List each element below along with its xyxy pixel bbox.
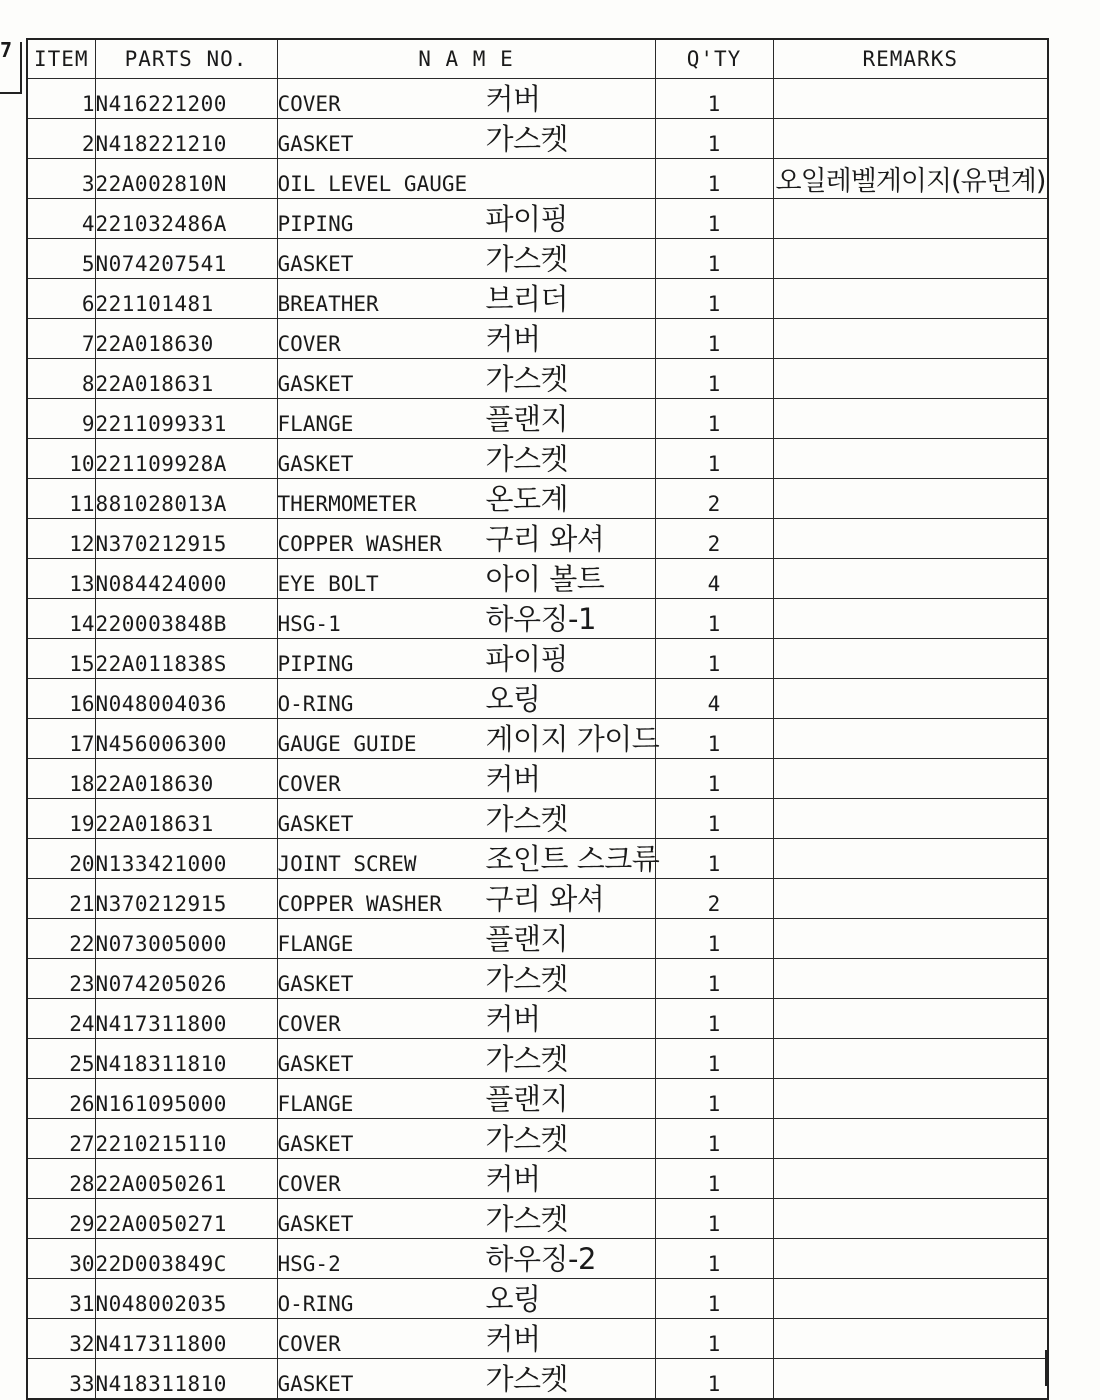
remark-text: 오일레벨게이지(유면계)	[775, 166, 1046, 197]
remarks-cell	[773, 839, 1048, 879]
part-name-english: FLANGE	[277, 932, 354, 956]
part-number: N456006300	[95, 719, 277, 759]
part-number: 221101481	[95, 279, 277, 319]
part-number: 881028013A	[95, 479, 277, 519]
remarks-cell	[773, 519, 1048, 559]
part-number: 2211099331	[95, 399, 277, 439]
part-name-english: GASKET	[277, 1372, 354, 1396]
quantity: 4	[655, 559, 773, 599]
table-row	[27, 1079, 1048, 1119]
part-name-cell	[277, 119, 655, 159]
table-row	[27, 599, 1048, 639]
item-number: 7	[27, 319, 95, 359]
part-name-korean: 가스켓	[485, 442, 569, 476]
quantity: 1	[655, 919, 773, 959]
part-name-cell	[277, 639, 655, 679]
part-name-cell	[277, 359, 655, 399]
part-name-english: COVER	[277, 1172, 341, 1196]
part-name-korean: 게이지 가이드	[485, 722, 660, 756]
part-name-english: COPPER WASHER	[277, 892, 442, 916]
parts-rows	[27, 79, 1048, 1400]
part-number: 221109928A	[95, 439, 277, 479]
remarks-cell	[773, 199, 1048, 239]
table-row	[27, 439, 1048, 479]
sheet-edge-number: 7	[0, 38, 13, 62]
item-number: 26	[27, 1079, 95, 1119]
header-row	[27, 39, 1048, 79]
quantity: 4	[655, 679, 773, 719]
part-name-korean: 가스켓	[485, 1122, 569, 1156]
part-number: N048002035	[95, 1279, 277, 1319]
part-name-korean: 플랜지	[485, 1082, 569, 1116]
part-name-english: GASKET	[277, 1132, 354, 1156]
table-row	[27, 199, 1048, 239]
part-name-cell	[277, 319, 655, 359]
quantity: 1	[655, 319, 773, 359]
quantity: 1	[655, 799, 773, 839]
part-name-cell	[277, 479, 655, 519]
part-name-korean: 가스켓	[485, 362, 569, 396]
quantity: 1	[655, 839, 773, 879]
item-number: 4	[27, 199, 95, 239]
remarks-cell	[773, 559, 1048, 599]
table-row	[27, 239, 1048, 279]
table-row	[27, 959, 1048, 999]
part-name-korean: 조인트 스크류	[485, 842, 660, 876]
remarks-cell	[773, 759, 1048, 799]
part-number: 22A018630	[95, 759, 277, 799]
table-row	[27, 1239, 1048, 1279]
table-row	[27, 319, 1048, 359]
part-name-cell	[277, 1159, 655, 1199]
table-row	[27, 1159, 1048, 1199]
header-name: N A M E	[277, 39, 655, 79]
remarks-cell	[773, 879, 1048, 919]
quantity: 1	[655, 199, 773, 239]
item-number: 10	[27, 439, 95, 479]
part-name-english: HSG-2	[277, 1252, 341, 1276]
part-number: N417311800	[95, 999, 277, 1039]
item-number: 16	[27, 679, 95, 719]
part-number: N074207541	[95, 239, 277, 279]
part-name-cell	[277, 1119, 655, 1159]
item-number: 8	[27, 359, 95, 399]
item-number: 32	[27, 1319, 95, 1359]
quantity: 1	[655, 759, 773, 799]
part-number: 22A0050261	[95, 1159, 277, 1199]
remarks-cell	[773, 319, 1048, 359]
quantity: 1	[655, 1199, 773, 1239]
quantity: 1	[655, 399, 773, 439]
part-number: N370212915	[95, 519, 277, 559]
part-name-english: THERMOMETER	[277, 492, 417, 516]
item-number: 13	[27, 559, 95, 599]
quantity: 1	[655, 79, 773, 119]
part-name-korean: 가스켓	[485, 1202, 569, 1236]
remarks-cell	[773, 719, 1048, 759]
part-name-cell	[277, 1359, 655, 1400]
part-name-cell	[277, 1319, 655, 1359]
part-name-cell	[277, 719, 660, 759]
remarks-cell	[773, 1079, 1048, 1119]
part-name-english: COVER	[277, 92, 341, 116]
part-number: N417311800	[95, 1319, 277, 1359]
part-number: 22A002810N	[95, 159, 277, 199]
quantity: 1	[655, 119, 773, 159]
item-number: 19	[27, 799, 95, 839]
remarks-cell	[773, 599, 1048, 639]
quantity: 2	[655, 519, 773, 559]
table-row	[27, 399, 1048, 439]
quantity: 1	[655, 599, 773, 639]
item-number: 18	[27, 759, 95, 799]
part-name-cell	[277, 439, 655, 479]
table-row	[27, 159, 1048, 199]
quantity: 1	[655, 1119, 773, 1159]
quantity: 1	[655, 959, 773, 999]
item-number: 22	[27, 919, 95, 959]
item-number: 3	[27, 159, 95, 199]
part-name-english: GAUGE GUIDE	[277, 732, 417, 756]
part-name-english: GASKET	[277, 372, 354, 396]
remarks-cell	[773, 679, 1048, 719]
table-row	[27, 759, 1048, 799]
remarks-cell	[773, 1159, 1048, 1199]
table-row	[27, 1319, 1048, 1359]
item-number: 12	[27, 519, 95, 559]
quantity: 1	[655, 1359, 773, 1400]
parts-list-table	[26, 38, 1049, 1400]
part-name-korean: 파이핑	[485, 202, 569, 236]
part-name-korean: 하우징-1	[485, 602, 596, 636]
part-name-cell	[277, 759, 655, 799]
part-number: 22A018631	[95, 799, 277, 839]
remarks-cell	[773, 1119, 1048, 1159]
quantity: 1	[655, 279, 773, 319]
part-name-cell	[277, 919, 655, 959]
remarks-cell	[773, 639, 1048, 679]
quantity: 1	[655, 1239, 773, 1279]
part-name-english: GASKET	[277, 1052, 354, 1076]
part-name-cell	[277, 879, 655, 919]
table-row	[27, 919, 1048, 959]
part-name-korean: 가스켓	[485, 1042, 569, 1076]
sheet-edge-mark	[0, 38, 22, 94]
table-row	[27, 559, 1048, 599]
item-number: 17	[27, 719, 95, 759]
table-row	[27, 799, 1048, 839]
part-number: 22A011838S	[95, 639, 277, 679]
part-name-english: PIPING	[277, 652, 354, 676]
item-number: 24	[27, 999, 95, 1039]
item-number: 33	[27, 1359, 95, 1400]
table-row	[27, 1279, 1048, 1319]
table-row	[27, 279, 1048, 319]
part-number: N074205026	[95, 959, 277, 999]
remarks-cell	[773, 999, 1048, 1039]
table-row	[27, 79, 1048, 119]
part-name-korean: 아이 볼트	[485, 562, 605, 596]
table-row	[27, 839, 1048, 879]
part-name-english: COPPER WASHER	[277, 532, 442, 556]
table-row	[27, 119, 1048, 159]
part-name-english: FLANGE	[277, 412, 354, 436]
table-row	[27, 679, 1048, 719]
item-number: 11	[27, 479, 95, 519]
remarks-cell	[773, 439, 1048, 479]
part-number: N370212915	[95, 879, 277, 919]
part-name-korean: 커버	[485, 82, 541, 116]
remarks-cell	[773, 1039, 1048, 1079]
item-number: 5	[27, 239, 95, 279]
part-number: 221032486A	[95, 199, 277, 239]
quantity: 1	[655, 359, 773, 399]
table-row	[27, 639, 1048, 679]
part-name-korean: 가스켓	[485, 1362, 569, 1396]
part-number: 22D003849C	[95, 1239, 277, 1279]
part-number: 22A018630	[95, 319, 277, 359]
item-number: 9	[27, 399, 95, 439]
quantity: 1	[655, 159, 773, 199]
part-name-english: GASKET	[277, 132, 354, 156]
part-name-korean: 가스켓	[485, 122, 569, 156]
remarks-cell	[773, 119, 1048, 159]
item-number: 15	[27, 639, 95, 679]
part-name-cell	[277, 839, 660, 879]
part-number: N418311810	[95, 1359, 277, 1400]
item-number: 25	[27, 1039, 95, 1079]
table-row	[27, 879, 1048, 919]
remarks-cell	[773, 239, 1048, 279]
part-name-english: BREATHER	[277, 292, 379, 316]
right-border-extension	[1045, 1350, 1047, 1386]
item-number: 20	[27, 839, 95, 879]
part-name-korean: 커버	[485, 1322, 541, 1356]
part-name-korean: 가스켓	[485, 802, 569, 836]
remarks-cell	[773, 1239, 1048, 1279]
part-name-english: GASKET	[277, 1212, 354, 1236]
part-name-korean: 하우징-2	[485, 1242, 596, 1276]
quantity: 1	[655, 1079, 773, 1119]
header-item: ITEM	[27, 39, 95, 79]
part-name-cell	[277, 1239, 655, 1279]
part-name-cell	[277, 79, 655, 119]
table-row	[27, 359, 1048, 399]
part-name-korean: 가스켓	[485, 242, 569, 276]
part-name-cell	[277, 959, 655, 999]
item-number: 27	[27, 1119, 95, 1159]
part-number: N418221210	[95, 119, 277, 159]
item-number: 6	[27, 279, 95, 319]
remarks-cell	[773, 1199, 1048, 1239]
part-name-english: GASKET	[277, 812, 354, 836]
part-name-cell	[277, 599, 655, 639]
header-remarks: REMARKS	[773, 39, 1048, 79]
part-name-cell	[277, 199, 655, 239]
part-name-english: O-RING	[277, 1292, 354, 1316]
item-number: 28	[27, 1159, 95, 1199]
header-qty: Q'TY	[655, 39, 773, 79]
quantity: 1	[655, 639, 773, 679]
part-name-cell	[277, 1039, 655, 1079]
part-name-korean: 플랜지	[485, 922, 569, 956]
item-number: 2	[27, 119, 95, 159]
part-name-english: COVER	[277, 1332, 341, 1356]
part-number: N161095000	[95, 1079, 277, 1119]
part-number: 22A0050271	[95, 1199, 277, 1239]
remarks-cell	[773, 919, 1048, 959]
part-name-cell	[277, 1079, 655, 1119]
quantity: 2	[655, 879, 773, 919]
part-name-english: GASKET	[277, 252, 354, 276]
table-row	[27, 1199, 1048, 1239]
quantity: 1	[655, 1159, 773, 1199]
quantity: 1	[655, 1279, 773, 1319]
table-row	[27, 1039, 1048, 1079]
part-name-english: JOINT SCREW	[277, 852, 417, 876]
table-row	[27, 1119, 1048, 1159]
table-row	[27, 519, 1048, 559]
part-name-english: O-RING	[277, 692, 354, 716]
part-name-cell	[277, 159, 655, 199]
part-name-english: COVER	[277, 772, 341, 796]
part-name-korean: 플랜지	[485, 402, 569, 436]
part-name-cell	[277, 519, 655, 559]
item-number: 21	[27, 879, 95, 919]
remarks-cell	[773, 799, 1048, 839]
item-number: 31	[27, 1279, 95, 1319]
table-row	[27, 1359, 1048, 1400]
part-name-cell	[277, 399, 655, 439]
table-row	[27, 479, 1048, 519]
part-name-korean: 커버	[485, 322, 541, 356]
item-number: 30	[27, 1239, 95, 1279]
remarks-cell	[773, 1359, 1048, 1400]
item-number: 29	[27, 1199, 95, 1239]
part-name-korean: 커버	[485, 1002, 541, 1036]
header-parts-no: PARTS NO.	[95, 39, 277, 79]
remarks-cell	[773, 359, 1048, 399]
remarks-cell	[773, 399, 1048, 439]
quantity: 1	[655, 719, 773, 759]
part-number: N073005000	[95, 919, 277, 959]
quantity: 1	[655, 1319, 773, 1359]
part-name-english: HSG-1	[277, 612, 341, 636]
quantity: 2	[655, 479, 773, 519]
table-row	[27, 719, 1048, 759]
part-name-cell	[277, 279, 655, 319]
part-name-english: COVER	[277, 332, 341, 356]
table-row	[27, 999, 1048, 1039]
part-name-korean: 구리 와셔	[485, 522, 605, 556]
part-name-cell	[277, 1199, 655, 1239]
remarks-cell	[773, 159, 1048, 199]
item-number: 1	[27, 79, 95, 119]
quantity: 1	[655, 1039, 773, 1079]
remarks-cell	[773, 479, 1048, 519]
part-name-english: EYE BOLT	[277, 572, 379, 596]
part-name-korean: 가스켓	[485, 962, 569, 996]
part-name-english: COVER	[277, 1012, 341, 1036]
part-name-korean: 오링	[485, 682, 541, 716]
part-name-english: PIPING	[277, 212, 354, 236]
part-name-cell	[277, 239, 655, 279]
remarks-cell	[773, 79, 1048, 119]
remarks-cell	[773, 279, 1048, 319]
part-number: N133421000	[95, 839, 277, 879]
item-number: 23	[27, 959, 95, 999]
part-name-cell	[277, 679, 655, 719]
part-name-korean: 커버	[485, 762, 541, 796]
part-name-korean: 브리더	[485, 282, 569, 316]
part-name-korean: 온도계	[485, 482, 569, 516]
remarks-cell	[773, 1279, 1048, 1319]
part-name-cell	[277, 1279, 655, 1319]
part-number: N418311810	[95, 1039, 277, 1079]
part-name-korean: 파이핑	[485, 642, 569, 676]
part-name-english: GASKET	[277, 452, 354, 476]
part-name-korean: 커버	[485, 1162, 541, 1196]
part-name-korean: 오링	[485, 1282, 541, 1316]
part-name-english: GASKET	[277, 972, 354, 996]
part-number: N416221200	[95, 79, 277, 119]
quantity: 1	[655, 999, 773, 1039]
part-number: N084424000	[95, 559, 277, 599]
part-number: 2210215110	[95, 1119, 277, 1159]
item-number: 14	[27, 599, 95, 639]
quantity: 1	[655, 439, 773, 479]
quantity: 1	[655, 239, 773, 279]
part-name-english: FLANGE	[277, 1092, 354, 1116]
part-number: N048004036	[95, 679, 277, 719]
part-name-korean: 구리 와셔	[485, 882, 605, 916]
remarks-cell	[773, 1319, 1048, 1359]
part-name-cell	[277, 559, 655, 599]
part-name-cell	[277, 799, 655, 839]
remarks-cell	[773, 959, 1048, 999]
part-number: 22A018631	[95, 359, 277, 399]
part-name-cell	[277, 999, 655, 1039]
part-name-english: OIL LEVEL GAUGE	[277, 172, 468, 196]
part-number: 220003848B	[95, 599, 277, 639]
